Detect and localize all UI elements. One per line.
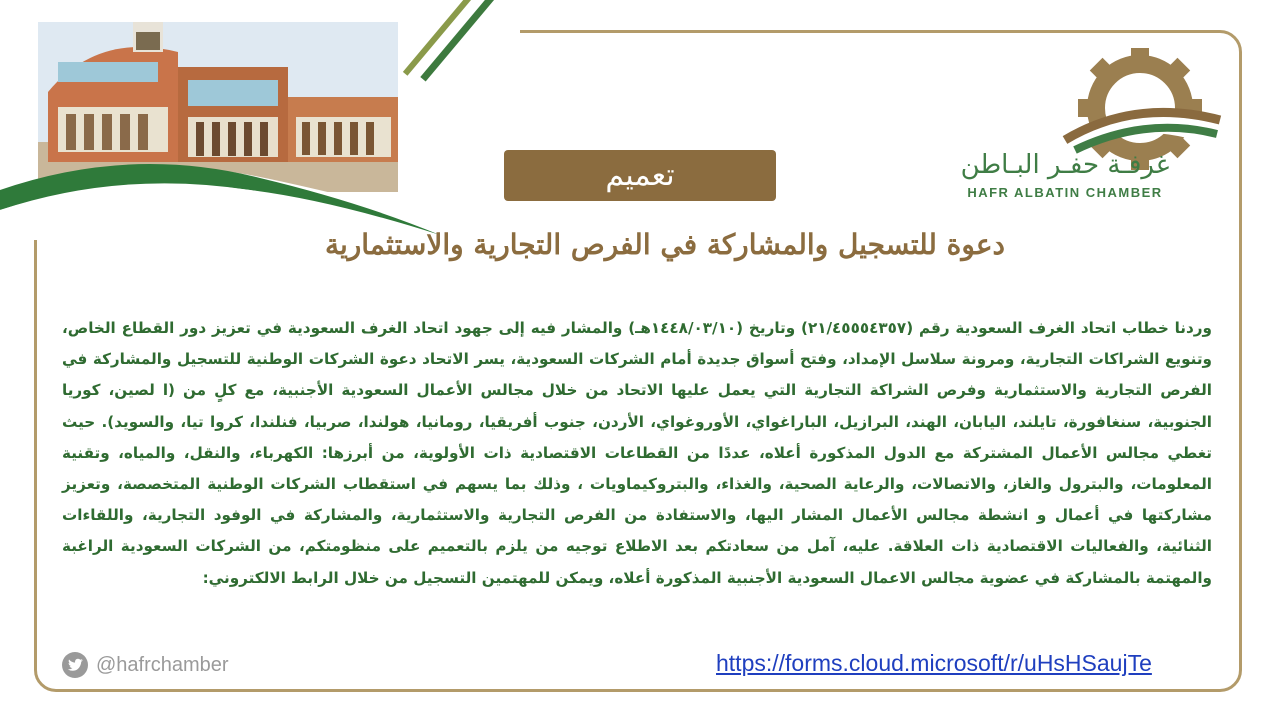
decor-green-wave xyxy=(0,150,470,240)
logo-english-text: HAFR ALBATIN CHAMBER xyxy=(967,185,1163,200)
twitter-icon xyxy=(62,652,88,678)
page-title: دعوة للتسجيل والمشاركة في الفرص التجارية والاستثمارية xyxy=(324,228,1005,261)
registration-link[interactable]: https://forms.cloud.microsoft/r/uHsHSaujTe xyxy=(716,650,1152,676)
handle-text: @hafrchamber xyxy=(96,653,229,676)
chamber-logo-gear xyxy=(945,48,1225,208)
circular-badge: تعميم xyxy=(504,150,776,201)
social-handle[interactable] xyxy=(62,652,229,678)
logo-arabic-text: غرفـة حفـر البـاطن xyxy=(960,150,1170,180)
circular-body: وردنا خطاب اتحاد الغرف السعودية رقم (٢١/٤٥٥٥٤٣٥٧) وتاريخ (١٤٤٨/٠٣/١٠هـ) والمشار فيه إلى جهود اتحاد الغرف السعودية في تعزيز دور القطاع الخاص، وتنويع الشراكات التجارية، ومرونة سلاسل الإمداد، وفتح أسواق جديدة أمام الشركات السعودية، يسر الاتحاد دعوة الشركات الوطنية للتسجيل والمشاركة في الفرص التجارية والاستثمارية وفرص الشراكة التجارية التي يعمل عليها الاتحاد من خلال مجالس الأعمال السعودية الأجنبية، مع كلٍ من (ا لصين، كوريا الجنوبية، سنغافورة، تايلند، اليابان، الهند، البرازيل، الباراغواي، الأوروغواي، الأردن، جنوب أفريقيا، رومانيا، هولندا، صربيا، فنلندا، كروا تيا، والسويد). حيث تغطي مجالس الأعمال المشتركة مع الدول المذكورة أعلاه، عددًا من القطاعات الاقتصادية ذات الأولوية، من أبرزها: الكهرباء، والنقل، والمياه، وتقنية المعلومات، والبترول والغاز، والاتصالات، والرعاية الصحية، والغذاء، والبتروكيماويات ، وذلك بما يسهم في استقطاب الشركات الوطنية المتخصصة، وتعزيز مشاركتها في أعمال و انشطة مجالس الأعمال المشار اليها، والاستفادة من الفرص التجارية والاستثمارية، والمشاركة في الوفود التجارية، واللقاءات الثنائية، والفعاليات الاقتصادية ذات العلاقة. عليه، آمل من سعادتكم بعد الاطلاع توجيه من يلزم بالتعميم على منظومتكم، من الشركات السعودية الراغبة والمهتمة بالمشاركة في عضوية مجالس الاعمال السعودية الأجنبية المذكورة أعلاه، ويمكن للمهتمين التسجيل من خلال الرابط الالكتروني: xyxy=(62,319,1212,587)
